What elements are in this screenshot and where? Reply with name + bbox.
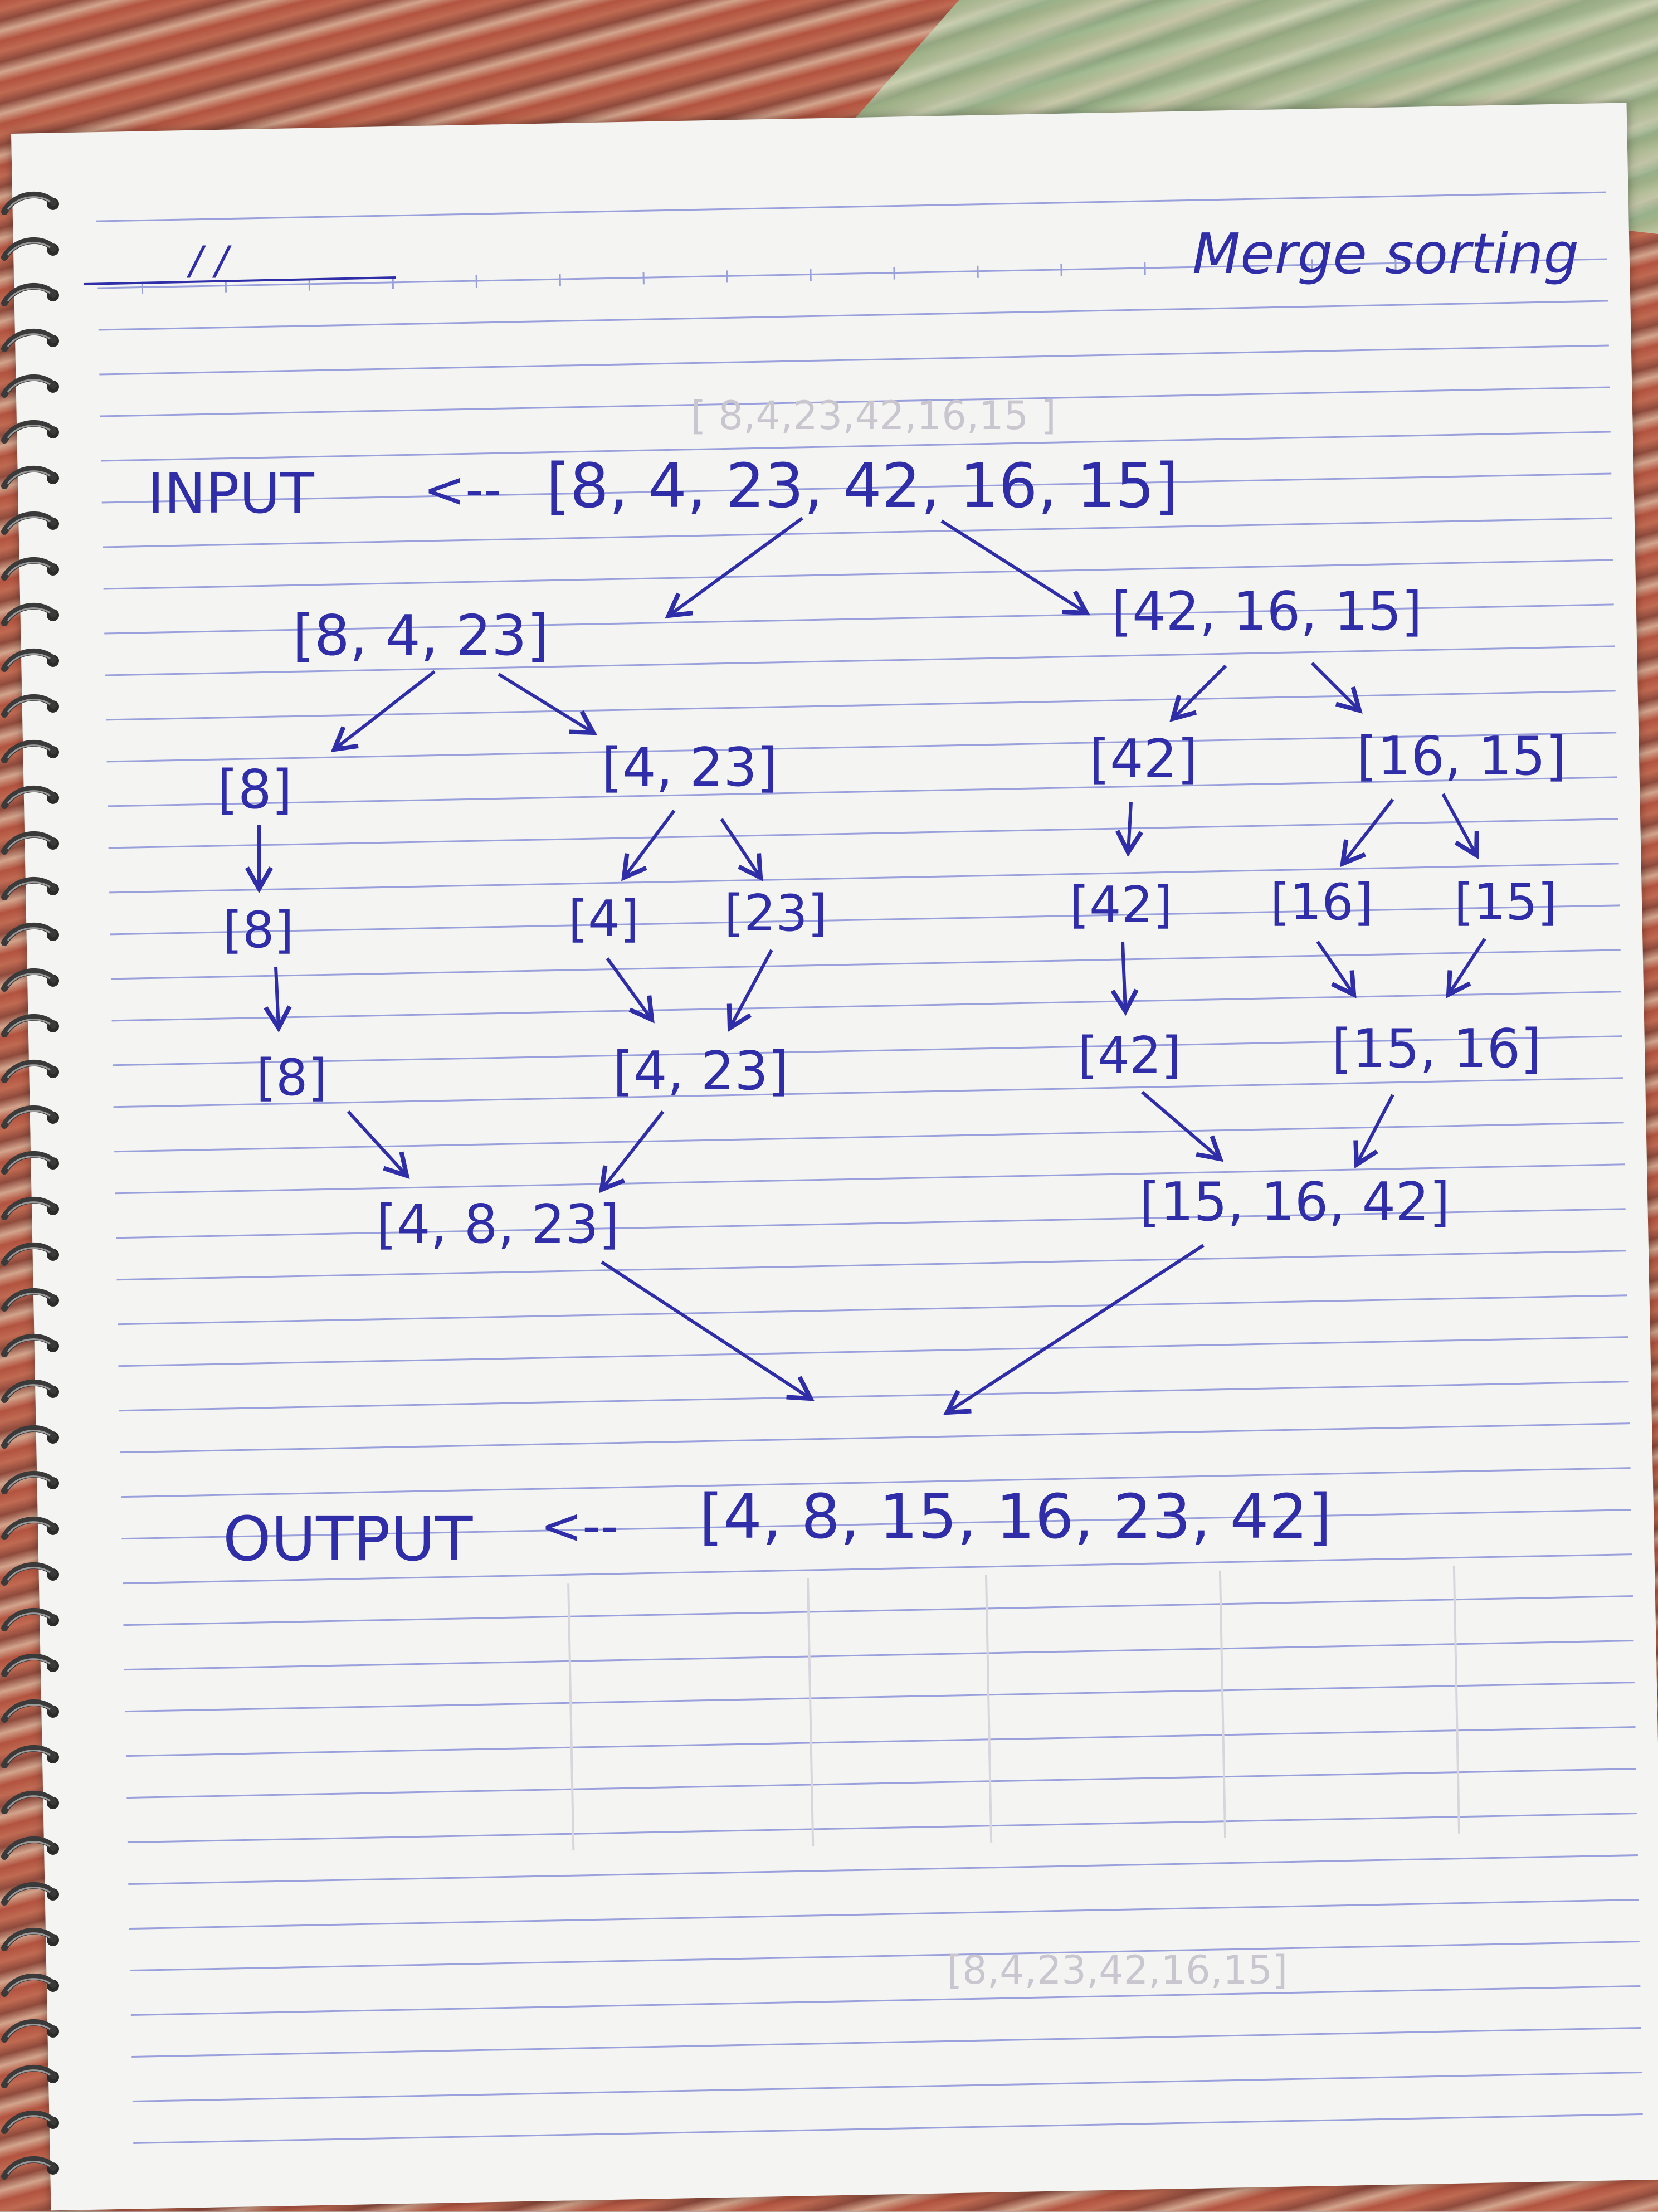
arrow-l2b-to-l3b xyxy=(624,811,674,878)
node-level2-c: [42] xyxy=(1089,729,1198,790)
input-label: INPUT xyxy=(148,461,315,526)
node-level5-right: [15, 16, 42] xyxy=(1139,1172,1450,1233)
node-level4-a: [8] xyxy=(256,1049,328,1107)
node-level4-b: [4, 23] xyxy=(613,1041,789,1102)
node-level2-d: [16, 15] xyxy=(1357,726,1566,787)
node-level3-a: [8] xyxy=(223,901,294,959)
node-level3-e: [16] xyxy=(1270,873,1373,932)
output-label: OUTPUT xyxy=(223,1503,473,1575)
node-level4-d: [15, 16] xyxy=(1332,1019,1541,1080)
arrow-l3a-to-l4a xyxy=(276,967,279,1028)
input-arrow: <-- xyxy=(423,461,501,519)
node-level2-b: [4, 23] xyxy=(602,737,778,798)
node-level5-left: [4, 8, 23] xyxy=(376,1194,620,1255)
arrow-l3b-to-l4b xyxy=(607,958,652,1020)
arrow-l5right-to-output xyxy=(947,1245,1203,1412)
arrow-input-to-left xyxy=(669,518,802,616)
arrow-l3d-to-l4c xyxy=(1123,942,1125,1011)
arrow-l4b-to-l5left xyxy=(602,1112,663,1190)
arrow-l3e-to-l4d xyxy=(1318,942,1354,995)
arrow-l3c-to-l4b xyxy=(730,950,772,1028)
arrow-l4d-to-l5right xyxy=(1357,1095,1393,1165)
input-array: [8, 4, 23, 42, 16, 15] xyxy=(546,450,1178,522)
output-array: [4, 8, 15, 16, 23, 42] xyxy=(699,1481,1332,1552)
node-level3-d: [42] xyxy=(1070,876,1173,934)
node-level3-f: [15] xyxy=(1454,873,1557,932)
arrow-l2b-to-l3c xyxy=(721,819,760,878)
showthrough-text-2: [8,4,23,42,16,15] xyxy=(947,1947,1288,1993)
arrow-l2c-to-l3d xyxy=(1128,802,1131,852)
arrow-l2d-to-l3e xyxy=(1343,800,1393,864)
arrow-l4a-to-l5left xyxy=(348,1112,407,1176)
arrow-input-to-right xyxy=(942,521,1086,613)
date-field xyxy=(84,238,396,284)
arrow-l1left-to-l2a xyxy=(334,671,435,749)
output-arrow: <-- xyxy=(540,1497,618,1556)
page-title: Merge sorting xyxy=(1192,221,1579,286)
arrow-l2d-to-l3f xyxy=(1443,794,1476,855)
arrow-l1right-to-l2d xyxy=(1312,663,1359,710)
node-level3-b: [4] xyxy=(568,890,640,948)
arrow-l4c-to-l5right xyxy=(1142,1092,1220,1159)
node-level2-a: [8] xyxy=(217,759,292,821)
node-level1-right: [42, 16, 15] xyxy=(1111,581,1422,642)
date-slashes: / / xyxy=(186,238,232,284)
arrow-l1left-to-l2b xyxy=(499,674,593,733)
arrow-l3f-to-l4d xyxy=(1449,939,1485,995)
node-level4-c: [42] xyxy=(1078,1026,1181,1085)
node-level1-left: [8, 4, 23] xyxy=(292,603,549,668)
node-level3-c: [23] xyxy=(724,884,827,943)
showthrough-text-1: [ 8,4,23,42,16,15 ] xyxy=(691,393,1056,438)
arrow-l1right-to-l2c xyxy=(1173,666,1226,719)
arrow-l5left-to-output xyxy=(602,1262,811,1399)
